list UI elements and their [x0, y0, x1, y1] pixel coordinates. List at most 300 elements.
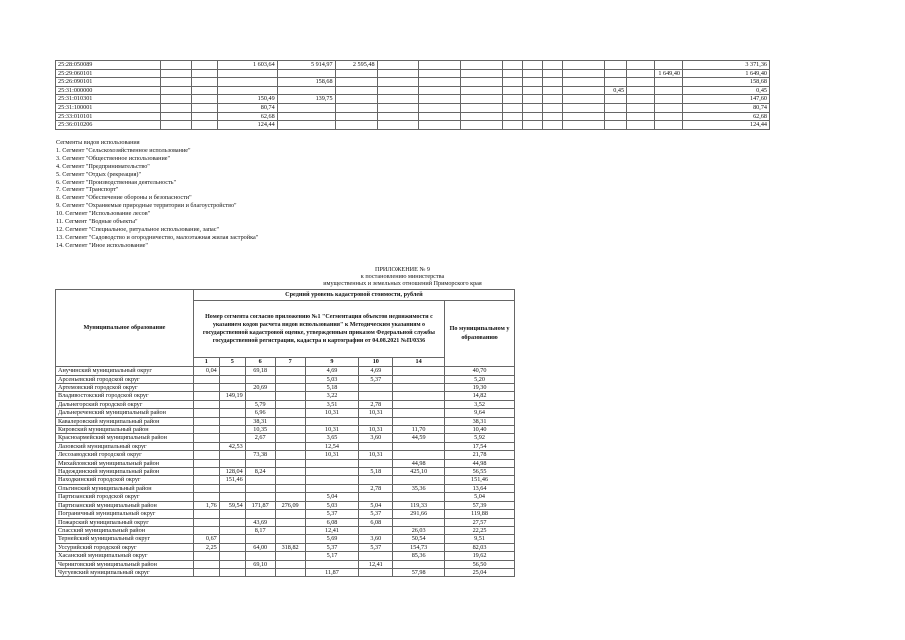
total-value-cell: 14,82	[445, 392, 515, 400]
total-value-cell: 40,70	[445, 367, 515, 375]
segment-value-cell: 0,67	[193, 535, 219, 543]
total-value-cell: 151,46	[445, 476, 515, 484]
value-cell	[335, 112, 377, 121]
value-cell	[335, 69, 377, 78]
total-value-cell: 38,31	[445, 417, 515, 425]
segment-value-cell	[275, 392, 305, 400]
empty-cell	[503, 78, 523, 87]
segment-value-cell: 69,10	[245, 560, 275, 568]
segment-value-cell	[219, 400, 245, 408]
segment-value-cell	[275, 568, 305, 576]
segment-value-cell: 5,04	[359, 501, 393, 509]
segment-number: 6	[245, 358, 275, 367]
empty-cell	[543, 78, 563, 87]
municipality-name: Черниговский муниципальный район	[56, 560, 194, 568]
value-cell: 0,45	[683, 86, 770, 95]
value-cell	[655, 61, 683, 70]
value-cell: 158,68	[683, 78, 770, 87]
value-cell	[217, 86, 277, 95]
municipality-name: Красноармейский муниципальный район	[56, 434, 194, 442]
table-row	[56, 69, 770, 78]
segment-item: 14. Сегмент "Иное использование"	[56, 241, 148, 249]
empty-cell	[461, 103, 503, 112]
segment-value-cell	[275, 367, 305, 375]
value-cell	[335, 103, 377, 112]
total-value-cell: 5,04	[445, 493, 515, 501]
segment-value-cell	[359, 417, 393, 425]
segment-value-cell	[193, 442, 219, 450]
municipality-name: Тернейский муниципальный округ	[56, 535, 194, 543]
value-cell: 139,75	[277, 95, 335, 104]
segment-value-cell	[193, 518, 219, 526]
segment-value-cell	[245, 392, 275, 400]
empty-cell	[377, 61, 419, 70]
segment-value-cell: 5,37	[305, 510, 359, 518]
table-row	[56, 434, 515, 442]
segment-value-cell	[193, 493, 219, 501]
segment-value-cell	[193, 552, 219, 560]
value-cell: 62,68	[683, 112, 770, 121]
segment-item: 4. Сегмент "Предпринимательство"	[56, 162, 150, 170]
total-value-cell: 25,04	[445, 568, 515, 576]
segment-value-cell	[393, 560, 445, 568]
cadastral-code-cell: 25:28:050089	[56, 61, 161, 70]
segment-value-cell: 10,31	[359, 451, 393, 459]
segment-value-cell	[275, 518, 305, 526]
value-cell: 158,68	[277, 78, 335, 87]
segment-value-cell: 119,33	[393, 501, 445, 509]
total-column-header: По муниципальном у образованию	[445, 301, 515, 367]
segment-value-cell: 5,37	[359, 375, 393, 383]
average-value-header: Средний уровень кадастровой стоимости, рублей	[193, 290, 514, 301]
segment-value-cell	[219, 518, 245, 526]
empty-cell	[543, 121, 563, 130]
segment-value-cell	[245, 568, 275, 576]
segment-value-cell	[193, 426, 219, 434]
segment-value-cell	[275, 434, 305, 442]
segment-value-cell: 5,79	[245, 400, 275, 408]
segment-value-cell: 1,76	[193, 501, 219, 509]
segment-value-cell: 6,08	[359, 518, 393, 526]
total-value-cell: 9,51	[445, 535, 515, 543]
segment-value-cell: 276,09	[275, 501, 305, 509]
value-cell: 124,44	[683, 121, 770, 130]
segment-value-cell	[305, 459, 359, 467]
segment-value-cell: 5,18	[359, 468, 393, 476]
segment-value-cell: 5,03	[305, 501, 359, 509]
segment-value-cell: 3,51	[305, 400, 359, 408]
table-row	[56, 476, 515, 484]
segment-value-cell	[193, 510, 219, 518]
segment-value-cell	[219, 535, 245, 543]
cadastral-code-cell: 25:26:090101	[56, 78, 161, 87]
segment-value-cell: 35,36	[393, 484, 445, 492]
segment-value-cell	[193, 451, 219, 459]
empty-cell	[543, 112, 563, 121]
segment-number: 14	[393, 358, 445, 367]
segment-value-cell	[275, 459, 305, 467]
table-row	[56, 112, 770, 121]
total-value-cell: 82,03	[445, 543, 515, 551]
total-value-cell: 27,57	[445, 518, 515, 526]
empty-cell	[461, 95, 503, 104]
empty-cell	[503, 86, 523, 95]
value-cell: 62,68	[217, 112, 277, 121]
municipality-name: Артемовский городской округ	[56, 384, 194, 392]
segment-value-cell	[359, 384, 393, 392]
segment-value-cell	[193, 468, 219, 476]
value-cell: 1 649,40	[655, 69, 683, 78]
empty-cell	[563, 69, 605, 78]
segment-value-cell	[305, 417, 359, 425]
total-value-cell: 19,30	[445, 384, 515, 392]
table-row	[56, 501, 515, 509]
segment-value-cell	[245, 459, 275, 467]
value-cell	[655, 112, 683, 121]
segment-value-cell: 2,78	[359, 484, 393, 492]
empty-cell	[377, 103, 419, 112]
empty-cell	[160, 112, 191, 121]
total-value-cell: 19,62	[445, 552, 515, 560]
segment-value-cell: 171,87	[245, 501, 275, 509]
table-row	[56, 543, 515, 551]
empty-cell	[543, 103, 563, 112]
empty-cell	[191, 103, 217, 112]
segment-number: 7	[275, 358, 305, 367]
empty-cell	[523, 69, 543, 78]
municipality-name: Лазовский муниципальный округ	[56, 442, 194, 450]
value-cell	[605, 112, 627, 121]
empty-cell	[461, 61, 503, 70]
empty-cell	[419, 78, 461, 87]
top-continuation-table	[55, 60, 770, 130]
segment-item: 5. Сегмент "Отдых (рекреация)"	[56, 170, 142, 178]
segment-value-cell: 12,54	[305, 442, 359, 450]
total-value-cell: 9,64	[445, 409, 515, 417]
table-row	[56, 95, 770, 104]
empty-cell	[419, 121, 461, 130]
value-cell	[605, 103, 627, 112]
segment-value-cell	[359, 568, 393, 576]
segment-value-cell	[193, 459, 219, 467]
cadastral-code-cell: 25:31:000000	[56, 86, 161, 95]
value-cell	[217, 78, 277, 87]
municipality-name: Спасский муниципальный район	[56, 526, 194, 534]
cadastral-code-cell: 25:29:060101	[56, 69, 161, 78]
segment-value-cell	[193, 526, 219, 534]
empty-cell	[627, 121, 655, 130]
empty-cell	[461, 78, 503, 87]
total-value-cell: 3,52	[445, 400, 515, 408]
segment-value-cell	[219, 552, 245, 560]
segment-value-cell	[275, 468, 305, 476]
empty-cell	[191, 95, 217, 104]
empty-cell	[377, 95, 419, 104]
segment-value-cell	[393, 442, 445, 450]
segment-value-cell	[245, 375, 275, 383]
segment-value-cell	[359, 442, 393, 450]
table-row	[56, 384, 515, 392]
appendix-header	[300, 266, 505, 288]
empty-cell	[627, 69, 655, 78]
segment-value-cell: 11,87	[305, 568, 359, 576]
segment-value-cell	[219, 409, 245, 417]
segment-value-cell	[245, 493, 275, 501]
empty-cell	[160, 69, 191, 78]
segment-value-cell	[219, 543, 245, 551]
segment-value-cell: 6,08	[305, 518, 359, 526]
segment-value-cell	[219, 459, 245, 467]
empty-cell	[627, 112, 655, 121]
segment-value-cell	[219, 426, 245, 434]
segment-value-cell	[275, 384, 305, 392]
empty-cell	[419, 112, 461, 121]
empty-cell	[191, 61, 217, 70]
segment-value-cell	[193, 476, 219, 484]
segment-value-cell	[275, 451, 305, 459]
segment-value-cell	[219, 367, 245, 375]
empty-cell	[523, 61, 543, 70]
segment-value-cell: 20,69	[245, 384, 275, 392]
segment-value-cell	[193, 417, 219, 425]
segment-value-cell	[219, 510, 245, 518]
segment-value-cell: 10,31	[305, 409, 359, 417]
segment-value-cell	[393, 409, 445, 417]
empty-cell	[523, 103, 543, 112]
empty-cell	[563, 86, 605, 95]
municipality-name: Находкинский городской округ	[56, 476, 194, 484]
segment-value-cell: 44,98	[393, 459, 445, 467]
empty-cell	[419, 61, 461, 70]
segment-value-cell: 12,41	[359, 560, 393, 568]
total-value-cell: 57,39	[445, 501, 515, 509]
total-value-cell: 22,25	[445, 526, 515, 534]
table-row	[56, 86, 770, 95]
municipality-name: Ольгинский муниципальный район	[56, 484, 194, 492]
segment-value-cell	[219, 417, 245, 425]
segment-value-cell: 2,67	[245, 434, 275, 442]
segment-value-cell	[245, 552, 275, 560]
segment-value-cell	[193, 392, 219, 400]
value-cell: 2 595,48	[335, 61, 377, 70]
total-value-cell: 13,64	[445, 484, 515, 492]
segment-value-cell	[275, 535, 305, 543]
segment-value-cell: 26,03	[393, 526, 445, 534]
segment-value-cell	[359, 459, 393, 467]
table-row	[56, 568, 515, 576]
table-row	[56, 417, 515, 425]
value-cell	[655, 78, 683, 87]
segment-value-cell	[219, 375, 245, 383]
segment-value-cell	[193, 409, 219, 417]
empty-cell	[191, 121, 217, 130]
segment-value-cell	[245, 476, 275, 484]
municipality-name: Уссурийский городской округ	[56, 543, 194, 551]
empty-cell	[191, 112, 217, 121]
empty-cell	[160, 78, 191, 87]
value-cell: 5 914,97	[277, 61, 335, 70]
segment-value-cell	[193, 560, 219, 568]
table-row	[56, 451, 515, 459]
empty-cell	[543, 86, 563, 95]
empty-cell	[461, 121, 503, 130]
value-cell: 124,44	[217, 121, 277, 130]
segment-value-cell	[193, 375, 219, 383]
segment-value-cell: 0,04	[193, 367, 219, 375]
empty-cell	[543, 61, 563, 70]
empty-cell	[563, 95, 605, 104]
segment-value-cell	[219, 451, 245, 459]
segment-value-cell	[275, 552, 305, 560]
value-cell: 1 603,64	[217, 61, 277, 70]
segment-value-cell: 5,69	[305, 535, 359, 543]
segment-value-cell	[275, 442, 305, 450]
empty-cell	[563, 121, 605, 130]
empty-cell	[503, 121, 523, 130]
segment-value-cell: 50,54	[393, 535, 445, 543]
segment-value-cell	[275, 409, 305, 417]
value-cell	[655, 95, 683, 104]
value-cell: 147,60	[683, 95, 770, 104]
segment-number: 1	[193, 358, 219, 367]
value-cell	[335, 78, 377, 87]
empty-cell	[523, 112, 543, 121]
municipality-column-header: Муниципальное образование	[56, 290, 194, 367]
segment-value-cell: 5,03	[305, 375, 359, 383]
segment-value-cell	[393, 493, 445, 501]
empty-cell	[503, 61, 523, 70]
value-cell	[335, 121, 377, 130]
table-row	[56, 518, 515, 526]
municipality-name: Дальнереченский муниципальный район	[56, 409, 194, 417]
segment-value-cell	[305, 476, 359, 484]
value-cell	[335, 86, 377, 95]
segment-value-cell: 42,53	[219, 442, 245, 450]
segment-item: 3. Сегмент "Общественное использование"	[56, 154, 171, 162]
segment-value-cell: 57,98	[393, 568, 445, 576]
empty-cell	[523, 86, 543, 95]
segment-value-cell: 44,59	[393, 434, 445, 442]
segment-value-cell: 3,60	[359, 535, 393, 543]
table-row	[56, 121, 770, 130]
municipality-name: Дальнегорский городской округ	[56, 400, 194, 408]
segment-value-cell: 10,31	[305, 451, 359, 459]
table-row	[56, 552, 515, 560]
municipality-name: Анучинский муниципальный округ	[56, 367, 194, 375]
segment-value-cell	[393, 384, 445, 392]
table-row	[56, 442, 515, 450]
empty-cell	[627, 95, 655, 104]
empty-cell	[503, 69, 523, 78]
segment-value-cell	[393, 476, 445, 484]
segment-value-cell: 38,31	[245, 417, 275, 425]
segment-value-cell: 69,18	[245, 367, 275, 375]
segment-value-cell	[245, 510, 275, 518]
segment-item: 9. Сегмент "Охраняемые природные территории и благоустройство"	[56, 202, 237, 210]
segment-item: 1. Сегмент "Сельскохозяйственное использование"	[56, 146, 191, 154]
value-cell: 80,74	[217, 103, 277, 112]
table-row	[56, 459, 515, 467]
empty-cell	[627, 78, 655, 87]
segment-value-cell	[245, 535, 275, 543]
cadastral-code-cell: 25:31:100001	[56, 103, 161, 112]
empty-cell	[627, 103, 655, 112]
segment-value-cell	[275, 417, 305, 425]
empty-cell	[627, 86, 655, 95]
empty-cell	[543, 95, 563, 104]
empty-cell	[563, 78, 605, 87]
table-row	[56, 103, 770, 112]
segment-value-cell	[245, 484, 275, 492]
empty-cell	[563, 112, 605, 121]
segment-value-cell: 59,54	[219, 501, 245, 509]
empty-cell	[419, 103, 461, 112]
segment-value-cell: 4,69	[305, 367, 359, 375]
segment-value-cell	[275, 426, 305, 434]
value-cell	[277, 69, 335, 78]
table-row	[56, 560, 515, 568]
segment-value-cell	[193, 384, 219, 392]
municipality-name: Лесозаводский городской округ	[56, 451, 194, 459]
table-row	[56, 367, 515, 375]
value-cell	[605, 78, 627, 87]
segment-value-cell: 5,37	[359, 543, 393, 551]
segment-value-cell	[193, 434, 219, 442]
segment-value-cell	[359, 526, 393, 534]
segment-value-cell	[305, 560, 359, 568]
segment-value-cell	[193, 568, 219, 576]
table-row	[56, 484, 515, 492]
segment-number: 9	[305, 358, 359, 367]
total-value-cell: 10,40	[445, 426, 515, 434]
segment-value-cell: 43,69	[245, 518, 275, 526]
table-row	[56, 426, 515, 434]
empty-cell	[419, 95, 461, 104]
segment-value-cell	[275, 476, 305, 484]
segment-value-cell	[219, 568, 245, 576]
segment-item: 10. Сегмент "Использование лесов"	[56, 210, 151, 218]
segment-value-cell	[275, 510, 305, 518]
value-cell	[277, 121, 335, 130]
table-row	[56, 409, 515, 417]
value-cell	[655, 103, 683, 112]
empty-cell	[503, 112, 523, 121]
segment-value-cell	[219, 484, 245, 492]
municipality-name: Надеждинский муниципальный район	[56, 468, 194, 476]
municipality-name: Арсеньевский городской округ	[56, 375, 194, 383]
table-row	[56, 375, 515, 383]
segment-value-cell	[275, 493, 305, 501]
value-cell	[605, 69, 627, 78]
segment-value-cell: 318,82	[275, 543, 305, 551]
segment-value-cell: 11,70	[393, 426, 445, 434]
total-value-cell: 5,92	[445, 434, 515, 442]
value-cell	[217, 69, 277, 78]
municipality-name: Партизанский муниципальный район	[56, 501, 194, 509]
segment-value-cell: 154,73	[393, 543, 445, 551]
municipality-name: Хасанский муниципальный округ	[56, 552, 194, 560]
segment-value-cell: 10,31	[359, 409, 393, 417]
municipality-name: Кавалеровский муниципальный район	[56, 417, 194, 425]
value-cell: 1 649,40	[683, 69, 770, 78]
cadastral-code-cell: 25:33:010101	[56, 112, 161, 121]
segments-title: Сегменты видов использования	[56, 139, 140, 146]
empty-cell	[461, 69, 503, 78]
empty-cell	[160, 103, 191, 112]
empty-cell	[419, 86, 461, 95]
total-value-cell: 5,20	[445, 375, 515, 383]
segment-value-cell	[359, 392, 393, 400]
